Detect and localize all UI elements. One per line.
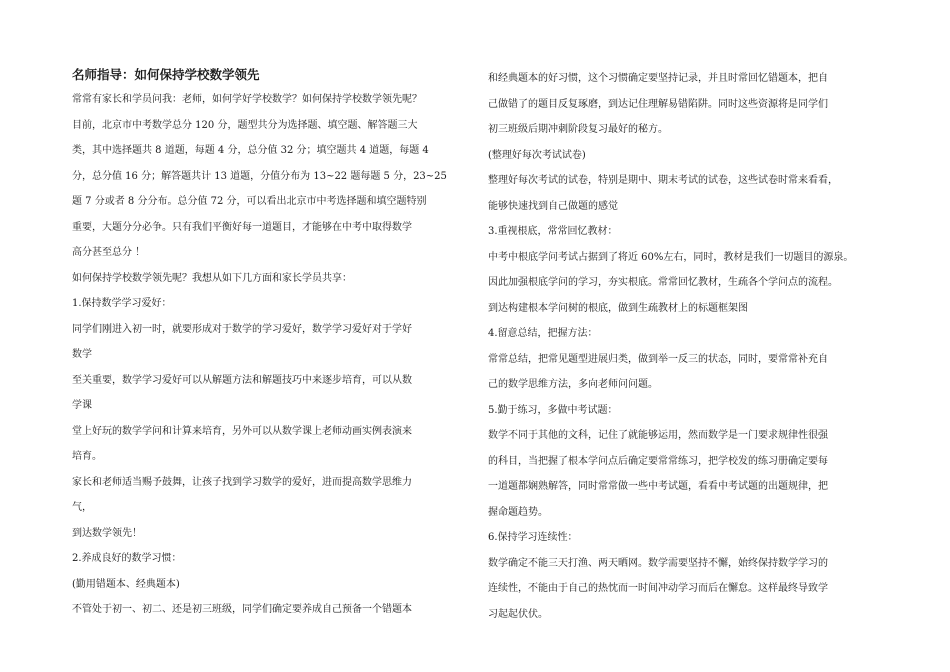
text-line: 一道题都娴熟解答，同时常常做一些中考试题，看看中考试题的出题规律，把: [488, 481, 828, 492]
text-line: 不管处于初一、初二、还是初三班级，同学们确定要养成自己预备一个错题本: [72, 604, 412, 615]
text-line: 同学们刚进入初一时，就要形成对于数学的学习爱好，数学学习爱好对于学好: [72, 323, 412, 335]
text-line: 高分甚至总分 ！: [72, 247, 146, 258]
text-line: 习起起伏伏。: [488, 608, 548, 620]
text-line: 数学: [72, 349, 92, 360]
text-line: 分，总分值 16 分；解答题共计 13 道题，分值分布为 13~22 题每题 5 分，23~25: [72, 170, 447, 182]
text-line: 家长和老师适当赐予鼓舞，让孩子找到学习数学的爱好，进而提高数学思维力: [72, 476, 412, 488]
text-line: 培育。: [72, 451, 102, 462]
text-line: 重要，大题分分必争。只有我们平衡好每一道题目，才能够在中考中取得数学: [72, 221, 412, 233]
text-line: 5.勤于练习，多做中考试题：: [488, 404, 618, 416]
text-line: 因此加强根底学问的学习，夯实根底。常常回忆教材，生疏各个学问点的流程。: [488, 277, 838, 288]
document-title: 名师指导：如何保持学校数学领先: [72, 67, 260, 82]
text-line: 4.留意总结，把握方法：: [488, 328, 598, 339]
text-line: 类，其中选择题共 8 道题，每题 4 分，总分值 32 分；填空题共 4 道题，每题 4: [72, 145, 429, 156]
left-column-body: [72, 87, 464, 623]
text-line: 题 7 分或者 8 分分布。总分值 72 分，可以看出北京市中考选择题和填空题特别: [72, 196, 427, 207]
text-line: 到达构建根本学问树的根底，做到生疏教材上的标题框架图: [488, 302, 748, 314]
text-line: 己的数学思维方法，多向老师问问题。: [488, 379, 658, 390]
text-line: 整理好每次考试的试卷，特别是期中、期末考试的试卷，这些试卷时常来看看，: [488, 175, 838, 186]
text-line: 初三班级后期冲刺阶段复习最好的秘方。: [488, 124, 668, 135]
text-line: 常常总结，把常见题型进展归类，做到举一反三的状态，同时，要常常补充自: [488, 353, 828, 365]
text-line: 常常有家长和学员问我：老师，如何学好学校数学？如何保持学校数学领先呢？: [72, 94, 422, 105]
text-line: 目前，北京市中考数学总分 120 分，题型共分为选择题、填空题、解答题三大: [72, 119, 418, 131]
text-line: 数学确定不能三天打渔、两天晒网。数学需要坚持不懈，始终保持数学学习的: [488, 557, 828, 569]
text-line: (整理好每次考试试卷): [488, 149, 586, 161]
text-line: 如何保持学校数学领先呢？我想从如下几方面和家长学员共享：: [72, 272, 352, 284]
text-line: 和经典题本的好习惯，这个习惯确定要坚持记录，并且时常回忆错题本，把自: [488, 73, 828, 84]
text-line: 握命题趋势。: [488, 506, 548, 518]
text-line: 3.重视根底，常常回忆教材：: [488, 226, 618, 237]
text-line: 堂上好玩的数学学问和计算来培育，另外可以从数学课上老师动画实例表演来: [72, 425, 412, 437]
text-line: 2.养成良好的数学习惯：: [72, 553, 182, 564]
text-line: 数学不同于其他的文科，记住了就能够运用，然而数学是一门要求规律性很强: [488, 430, 828, 441]
text-line: 中考中根底学问考试占据到了将近 60%左右，同时，教材是我们一切题目的源泉。: [488, 251, 854, 263]
text-line: 学课: [72, 400, 92, 411]
right-column: [488, 66, 888, 627]
text-line: 到达数学领先！: [72, 527, 142, 539]
text-line: 的科目，当把握了根本学问点后确定要常常练习，把学校发的练习册确定要每: [488, 455, 828, 467]
text-line: 己做错了的题目反复琢磨，到达记住理解易错陷阱。同时这些资源将是同学们: [488, 98, 828, 110]
text-line: 气，: [72, 502, 92, 513]
right-column-body: [488, 66, 888, 627]
text-line: 至关重要，数学学习爱好可以从解题方法和解题技巧中来逐步培育，可以从数: [72, 374, 412, 386]
text-line: 能够快速找到自己做题的感觉: [488, 200, 618, 212]
text-line: 1.保持数学学习爱好：: [72, 298, 172, 309]
left-column: [72, 66, 464, 623]
text-line: 6.保持学习连续性：: [488, 532, 578, 543]
text-line: 连续性，不能由于自己的热忱而一时间冲动学习而后在懈怠。这样最终导致学: [488, 583, 828, 594]
text-line: (勤用错题本、经典题本): [72, 578, 180, 590]
